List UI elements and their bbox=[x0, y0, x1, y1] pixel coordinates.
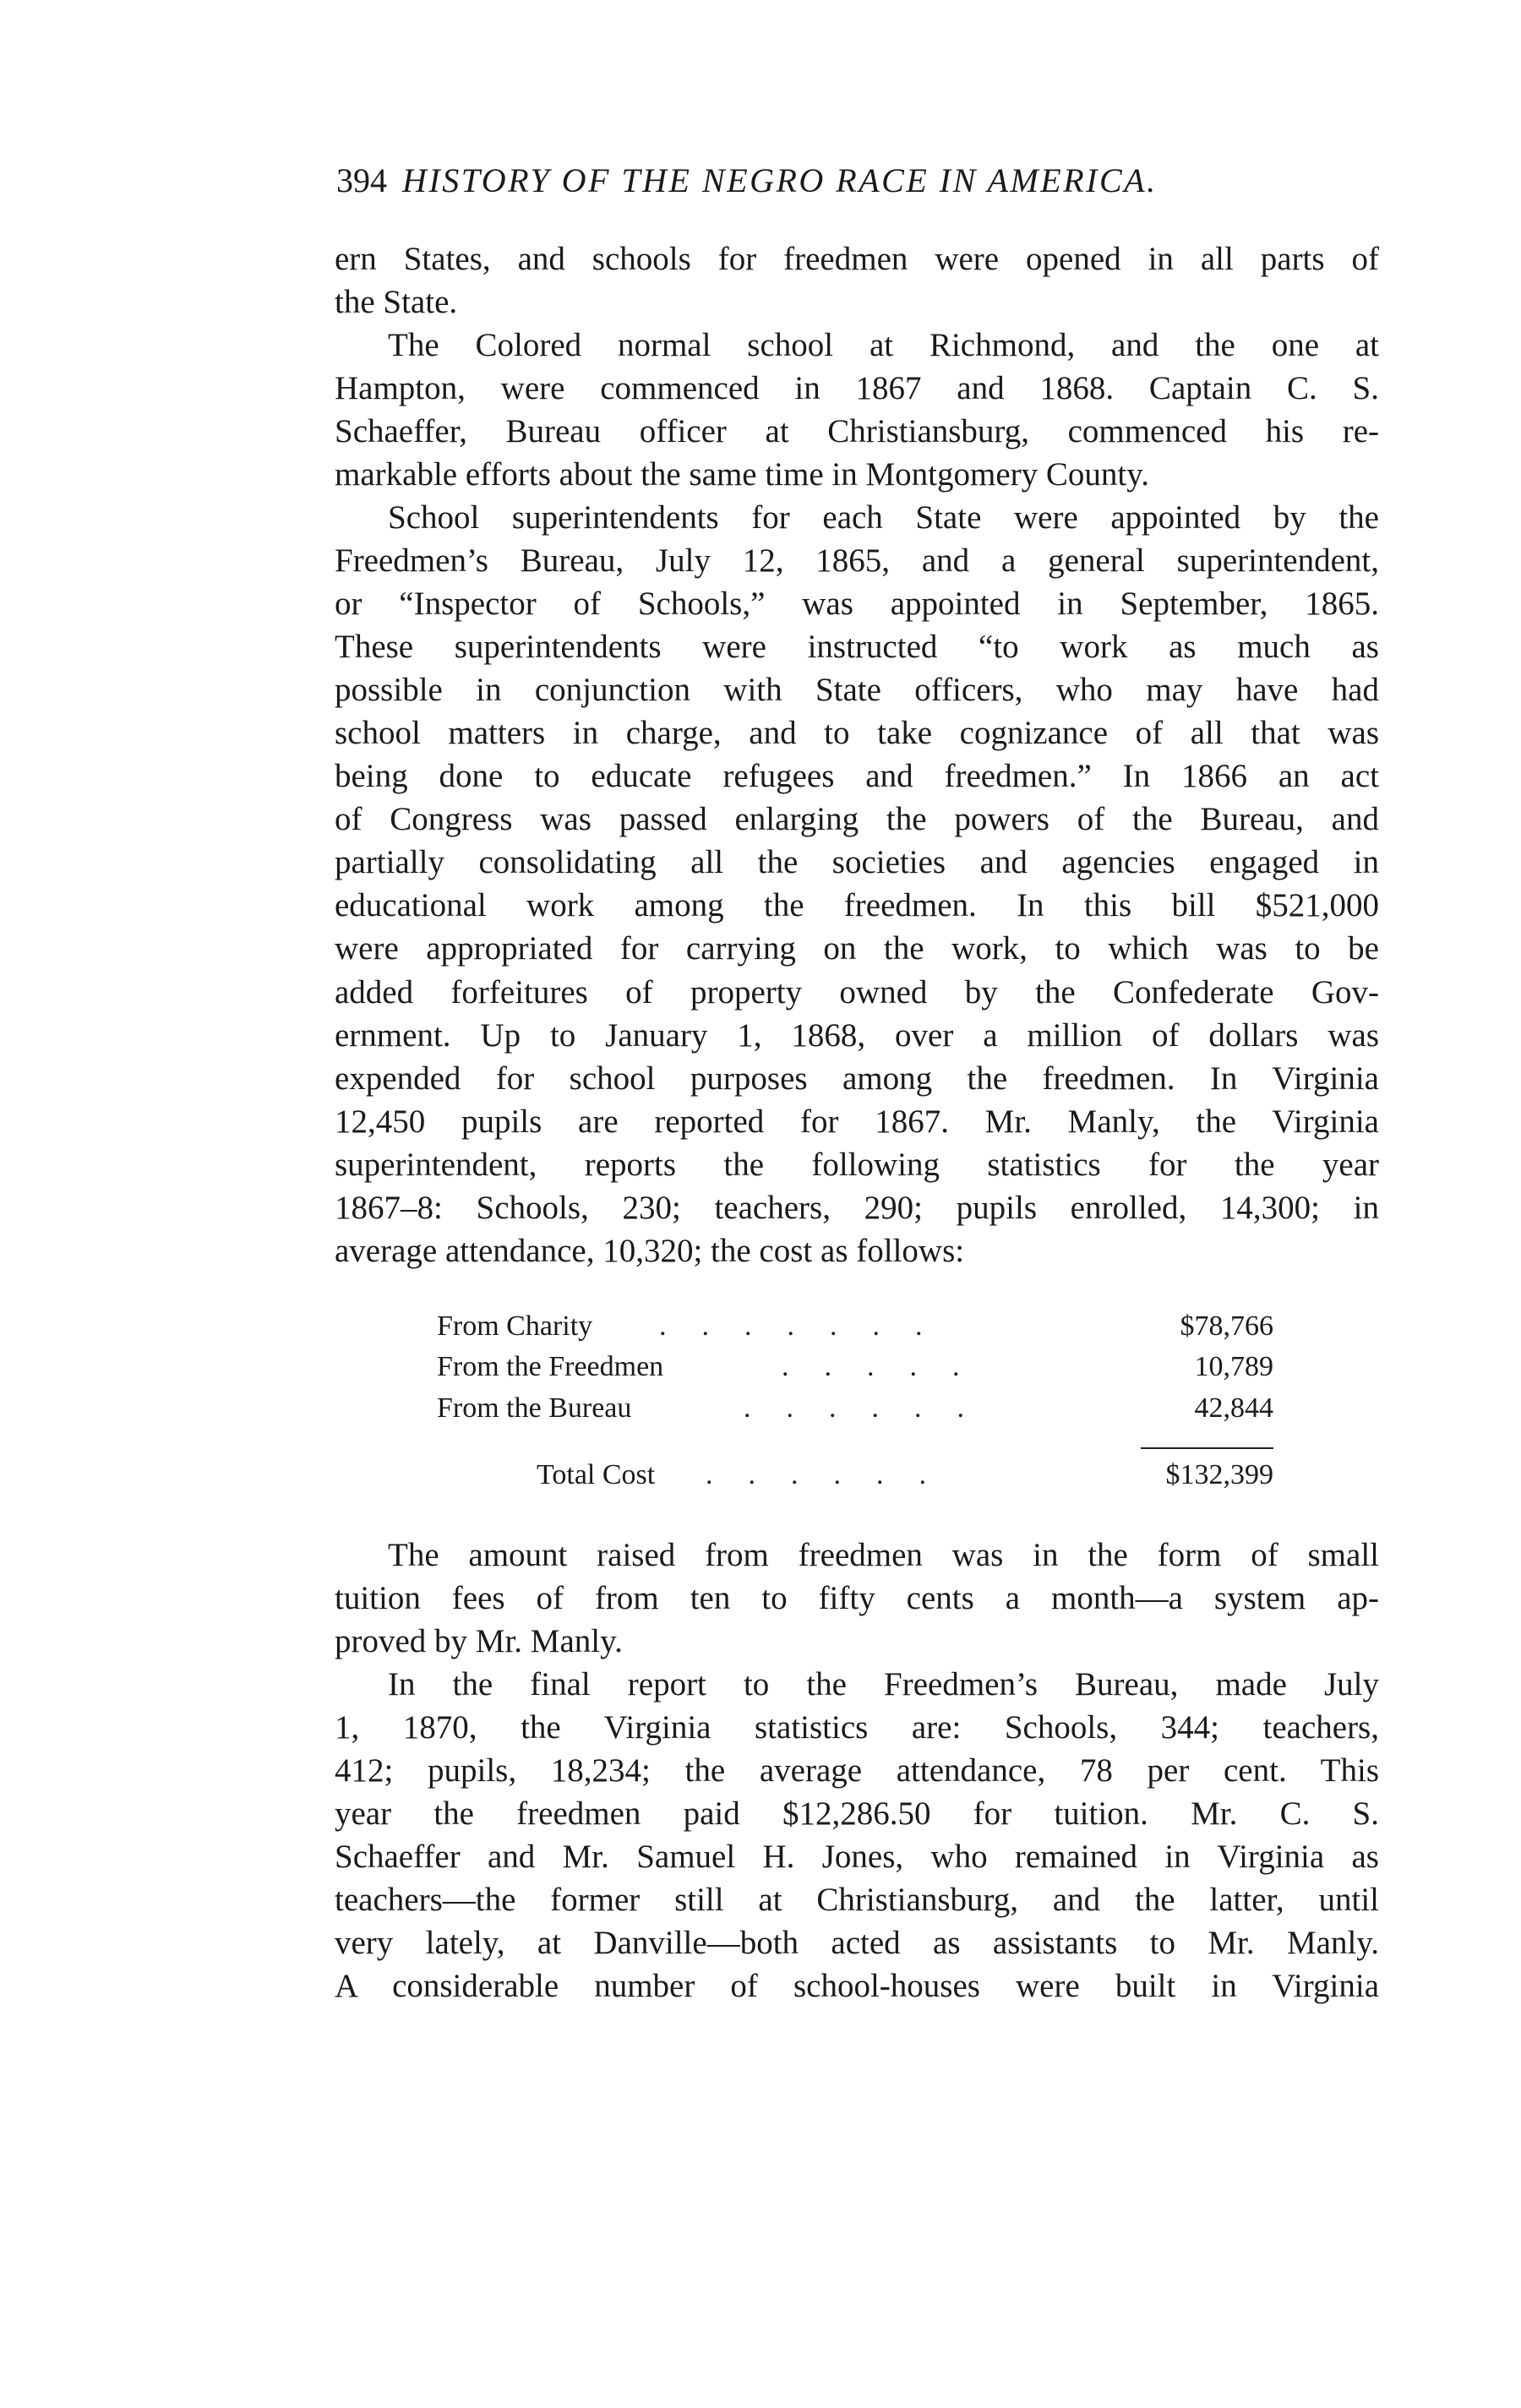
text-line: the State. bbox=[335, 284, 458, 321]
text-line: teachers—the former still at Christiansburg, and the latter, until bbox=[335, 1882, 1379, 1919]
text-line: tuition fees of from ten to fifty cents a month—a system ap- bbox=[335, 1580, 1379, 1617]
total-label: Total Cost bbox=[537, 1459, 656, 1490]
text-line: Hampton, were commenced in 1867 and 1868. Captain C. S. bbox=[335, 370, 1379, 407]
text-line: In the final report to the Freedmen’s Bureau, made July bbox=[388, 1666, 1379, 1703]
text-line: added forfeitures of property owned by the Confederate Gov- bbox=[335, 973, 1379, 1011]
text-line: 412; pupils, 18,234; the average attendance, 78 per cent. This bbox=[335, 1752, 1379, 1790]
text-line: expended for school purposes among the freedmen. In Virginia bbox=[335, 1060, 1379, 1097]
text-line: proved by Mr. Manly. bbox=[335, 1623, 623, 1660]
text-line: The amount raised from freedmen was in the form of small bbox=[388, 1537, 1379, 1573]
total-amount: $132,399 bbox=[1165, 1459, 1273, 1490]
cost-row-label: From the Bureau bbox=[437, 1392, 632, 1424]
text-line: average attendance, 10,320; the cost as follows: bbox=[335, 1232, 965, 1269]
text-line: Schaeffer and Mr. Samuel H. Jones, who remained in Virginia as bbox=[335, 1839, 1379, 1876]
text-line: The Colored normal school at Richmond, and the one at bbox=[388, 327, 1379, 364]
cost-row-amount: 10,789 bbox=[1194, 1351, 1273, 1382]
text-line: Schaeffer, Bureau officer at Christiansburg, commenced his re- bbox=[335, 413, 1379, 450]
text-line: Freedmen’s Bureau, July 12, 1865, and a general superintendent, bbox=[335, 542, 1379, 580]
cost-row-label: From the Freedmen bbox=[437, 1351, 664, 1382]
text-line: of Congress was passed enlarging the powers of the Bureau, and bbox=[335, 801, 1379, 838]
cost-row-amount: 42,844 bbox=[1194, 1392, 1273, 1424]
text-line: educational work among the freedmen. In this bill $521,000 bbox=[335, 887, 1379, 924]
leader-dots: ....... bbox=[659, 1310, 958, 1342]
text-line: being done to educate refugees and freedmen.” In 1866 an act bbox=[335, 758, 1379, 795]
cost-row-label: From Charity bbox=[437, 1310, 593, 1342]
text-line: These superintendents were instructed “to work as much as bbox=[335, 629, 1379, 666]
text-line: ern States, and schools for freedmen were opened in all parts of bbox=[335, 241, 1379, 277]
leader-dots: ..... bbox=[782, 1351, 995, 1382]
text-line: superintendent, reports the following statistics for the year bbox=[335, 1146, 1379, 1183]
text-line: partially consolidating all the societies and agencies engaged in bbox=[335, 844, 1379, 881]
running-header bbox=[336, 161, 1158, 200]
text-line: 1, 1870, the Virginia statistics are: Schools, 344; teachers, bbox=[335, 1709, 1379, 1746]
text-line: A considerable number of school-houses were built in Virginia bbox=[335, 1968, 1379, 2005]
running-title: HISTORY OF THE NEGRO RACE IN AMERICA. bbox=[402, 161, 1158, 199]
text-line: possible in conjunction with State officers, who may have had bbox=[335, 672, 1379, 709]
text-line: School superintendents for each State were appointed by the bbox=[388, 499, 1379, 537]
text-line: 1867–8: Schools, 230; teachers, 290; pupils enrolled, 14,300; in bbox=[335, 1189, 1379, 1226]
text-line: very lately, at Danville—both acted as assistants to Mr. Manly. bbox=[335, 1925, 1379, 1962]
page-number: 394 bbox=[336, 161, 387, 199]
text-line: school matters in charge, and to take cognizance of all that was bbox=[335, 715, 1379, 752]
text-line: ernment. Up to January 1, 1868, over a million of dollars was bbox=[335, 1016, 1379, 1054]
leader-dots: ...... bbox=[744, 1392, 1000, 1424]
cost-row-amount: $78,766 bbox=[1180, 1310, 1273, 1342]
sum-rule bbox=[1141, 1447, 1273, 1449]
text-line: year the freedmen paid $12,286.50 for tuition. Mr. C. S. bbox=[335, 1795, 1379, 1833]
text-line: were appropriated for carrying on the work, to which was to be bbox=[335, 930, 1379, 967]
leader-dots: ...... bbox=[706, 1459, 962, 1490]
text-line: 12,450 pupils are reported for 1867. Mr. Manly, the Virginia bbox=[335, 1103, 1379, 1140]
text-line: or “Inspector of Schools,” was appointed in September, 1865. bbox=[335, 586, 1379, 623]
text-line: markable efforts about the same time in Montgomery County. bbox=[335, 456, 1149, 493]
